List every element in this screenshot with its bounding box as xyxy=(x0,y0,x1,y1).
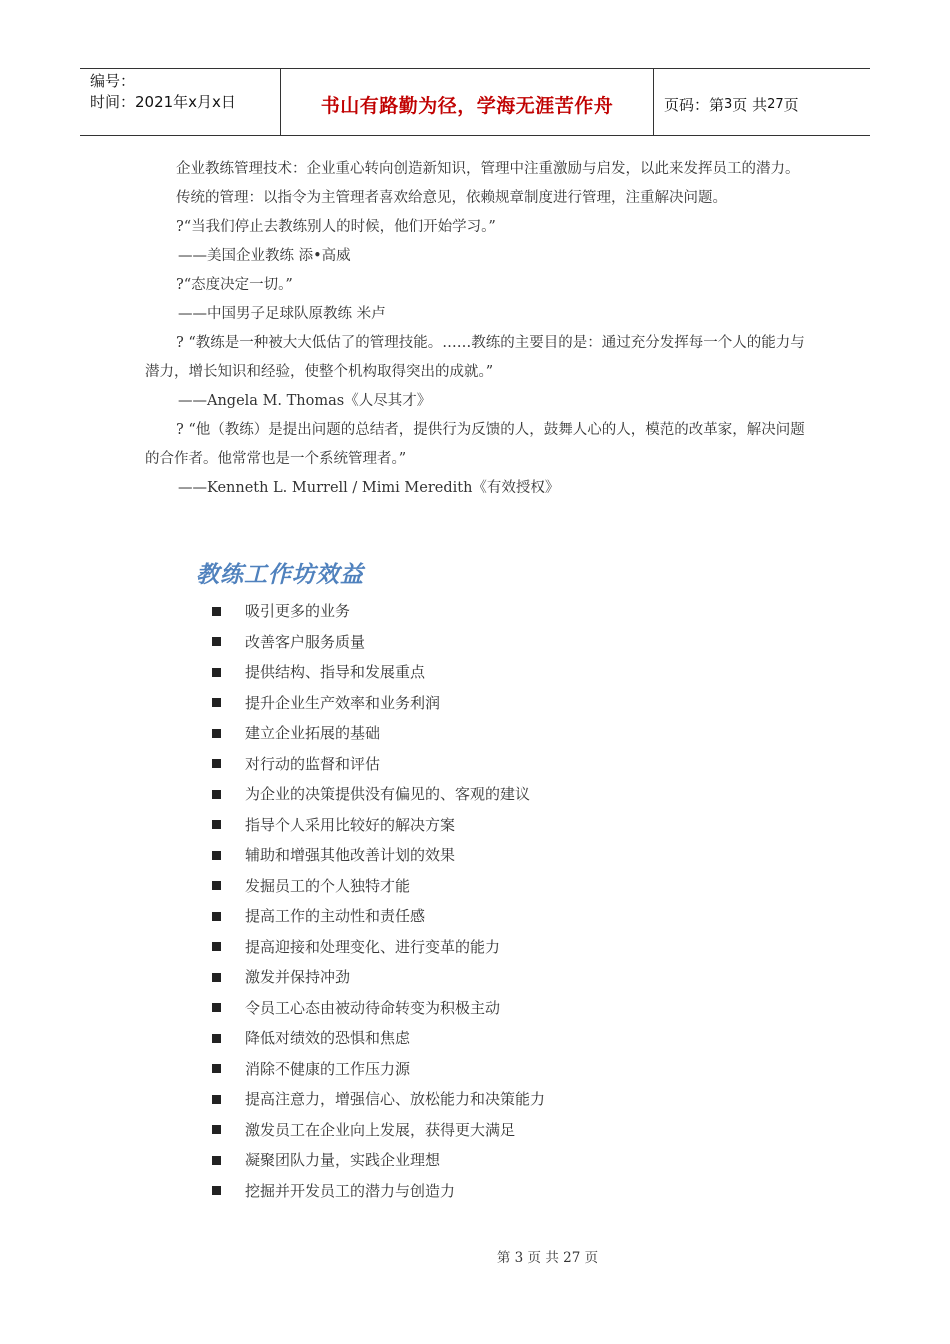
square-bullet-icon xyxy=(212,668,221,677)
square-bullet-icon xyxy=(212,1034,221,1043)
section-title: 教练工作坊效益 xyxy=(196,561,364,588)
square-bullet-icon xyxy=(212,912,221,921)
list-item: 辅助和增强其他改善计划的效果 xyxy=(212,840,545,871)
square-bullet-icon xyxy=(212,1156,221,1165)
list-item: 吸引更多的业务 xyxy=(212,596,545,627)
header-motto: 书山有路勤为径，学海无涯苦作舟 xyxy=(281,69,654,135)
list-item: 消除不健康的工作压力源 xyxy=(212,1054,545,1085)
square-bullet-icon xyxy=(212,851,221,860)
page-header xyxy=(80,68,870,136)
page-total: 27 xyxy=(767,96,784,112)
page-suffix: 页 xyxy=(783,95,799,114)
list-item: 提升企业生产效率和业务利润 xyxy=(212,688,545,719)
list-item: 提高注意力，增强信心、放松能力和决策能力 xyxy=(212,1084,545,1115)
list-item: 激发并保持冲劲 xyxy=(212,962,545,993)
list-item: 降低对绩效的恐惧和焦虑 xyxy=(212,1023,545,1054)
square-bullet-icon xyxy=(212,820,221,829)
square-bullet-icon xyxy=(212,637,221,646)
document-number-label: 编号： xyxy=(90,72,136,90)
page-mid: 页 共 xyxy=(732,95,768,114)
quote: ? “教练是一种被大大低估了的管理技能。……教练的主要目的是：通过充分发挥每一个人的能力与潜力，增长知识和经验，使整个机构取得突出的成就。” xyxy=(145,335,805,380)
benefits-list xyxy=(212,596,545,1206)
list-item: 提高工作的主动性和责任感 xyxy=(212,901,545,932)
quote: ?“态度决定一切。” xyxy=(176,277,293,293)
list-item: 建立企业拓展的基础 xyxy=(212,718,545,749)
square-bullet-icon xyxy=(212,881,221,890)
page-prefix: 页码：第 xyxy=(664,95,725,114)
list-item: 令员工心态由被动待命转变为积极主动 xyxy=(212,993,545,1024)
page-footer: 第 3 页 共 27 页 xyxy=(496,1250,599,1266)
square-bullet-icon xyxy=(212,607,221,616)
list-item: 改善客户服务质量 xyxy=(212,627,545,658)
square-bullet-icon xyxy=(212,1003,221,1012)
quote-attribution: ——Kenneth L. Murrell / Mimi Meredith《有效授权》 xyxy=(178,480,560,496)
square-bullet-icon xyxy=(212,1125,221,1134)
page-number: 3 xyxy=(724,96,733,112)
square-bullet-icon xyxy=(212,973,221,982)
square-bullet-icon xyxy=(212,790,221,799)
quote-attribution: ——Angela M. Thomas《人尽其才》 xyxy=(178,393,432,409)
quote: ?“当我们停止去教练别人的时候，他们开始学习。” xyxy=(176,219,496,235)
list-item: 凝聚团队力量，实践企业理想 xyxy=(212,1145,545,1176)
square-bullet-icon xyxy=(212,698,221,707)
list-item: 提供结构、指导和发展重点 xyxy=(212,657,545,688)
list-item: 指导个人采用比较好的解决方案 xyxy=(212,810,545,841)
list-item: 为企业的决策提供没有偏见的、客观的建议 xyxy=(212,779,545,810)
square-bullet-icon xyxy=(212,1064,221,1073)
paragraph: 企业教练管理技术：企业重心转向创造新知识，管理中注重激励与启发，以此来发挥员工的潜力。 xyxy=(176,161,800,177)
body-text xyxy=(145,155,810,503)
square-bullet-icon xyxy=(212,1095,221,1104)
document-time-label: 时间：2021年x月x日 xyxy=(90,93,236,111)
list-item: 激发员工在企业向上发展，获得更大满足 xyxy=(212,1115,545,1146)
square-bullet-icon xyxy=(212,942,221,951)
quote-attribution: ——美国企业教练 添•高威 xyxy=(178,248,351,264)
square-bullet-icon xyxy=(212,729,221,738)
list-item: 对行动的监督和评估 xyxy=(212,749,545,780)
square-bullet-icon xyxy=(212,1186,221,1195)
header-info-cell xyxy=(80,69,281,135)
square-bullet-icon xyxy=(212,759,221,768)
list-item: 发掘员工的个人独特才能 xyxy=(212,871,545,902)
paragraph: 传统的管理：以指令为主管理者喜欢给意见，依赖规章制度进行管理，注重解决问题。 xyxy=(176,190,727,206)
quote-attribution: ——中国男子足球队原教练 米卢 xyxy=(178,306,386,322)
list-item: 提高迎接和处理变化、进行变革的能力 xyxy=(212,932,545,963)
list-item: 挖掘并开发员工的潜力与创造力 xyxy=(212,1176,545,1207)
header-page-indicator xyxy=(654,69,870,135)
quote: ? “他（教练）是提出问题的总结者，提供行为反馈的人，鼓舞人心的人，模范的改革家，解决问题的合作者。他常常也是一个系统管理者。” xyxy=(145,422,805,467)
